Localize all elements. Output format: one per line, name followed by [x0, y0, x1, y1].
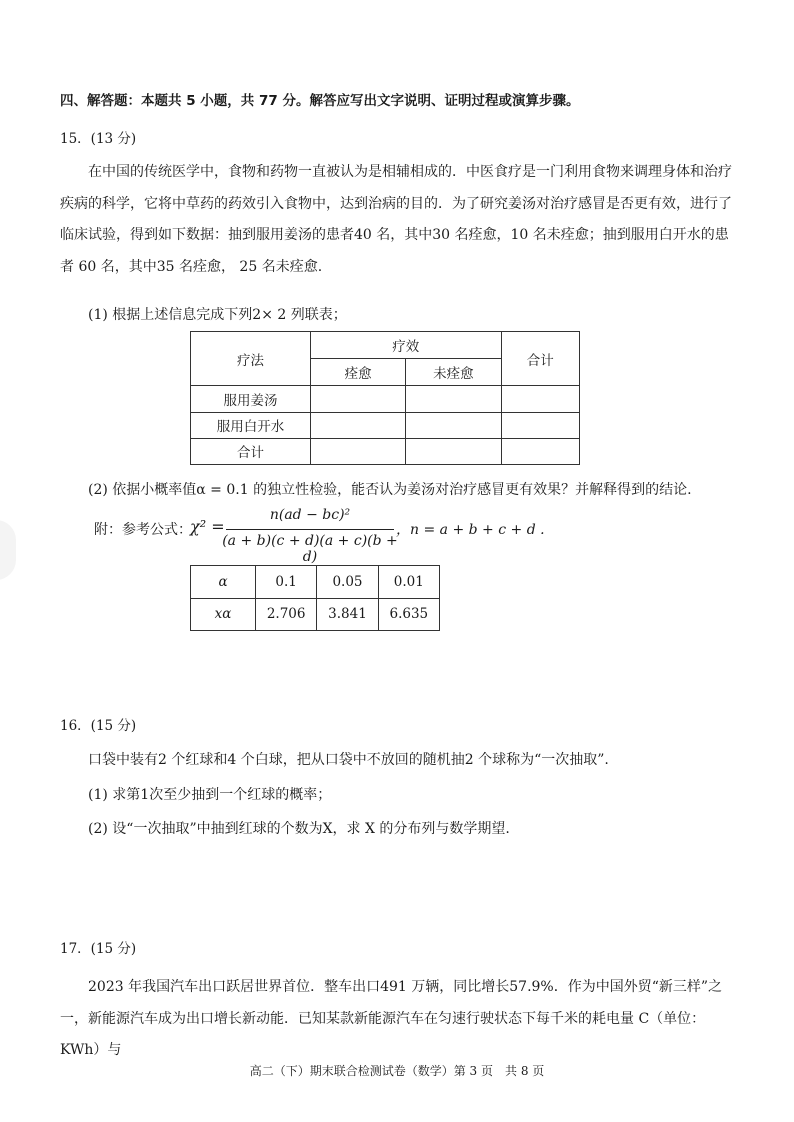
q16-part1: (1) 求第1次至少抽到一个红球的概率；: [88, 787, 332, 803]
header-effect: 疗效: [311, 332, 502, 359]
formula-lhs: χ² =: [190, 517, 225, 536]
table-cell: [501, 386, 579, 412]
table-cell: [311, 412, 406, 438]
table-cell: [311, 438, 406, 464]
ref-alpha-value: 0.05: [317, 566, 378, 599]
q16-part2: (2) 设“一次抽取”中抽到红球的个数为X，求 X 的分布列与数学期望.: [88, 821, 510, 837]
page-footer: 高二（下）期末联合检测试卷（数学）第 3 页 共 8 页: [249, 1064, 545, 1078]
q15-part2: (2) 依据小概率值α = 0.1 的独立性检验，能否认为姜汤对治疗感冒更有效果？并解释得到的结论.: [88, 482, 692, 498]
formula-numerator: n(ad − bc)²: [269, 507, 351, 523]
q15-number: 15．(13 分): [60, 131, 137, 147]
q15-paragraph: 在中国的传统医学中，食物和药物一直被认为是相辅相成的．中医食疗是一门利用食物来调理身体和治疗疾病的科学，它将中草药的药效引入食物中，达到治病的目的．为了研究姜汤对治疗感冒是否更有效，进行了临床试验，得到如下数据：抽到服用姜汤的患者40 名，其中30 名痊愈，10 名未痊愈；抽到服用白开水的患者 60 名，其中35 名痊愈， 25 名未痊愈.: [60, 164, 732, 275]
header-treatment: 疗法: [191, 332, 311, 386]
formula-denominator: (a + b)(c + d)(a + c)(b + d): [222, 533, 398, 565]
table-cell: [406, 438, 501, 464]
header-total: 合计: [501, 332, 579, 386]
row-label-water: 服用白开水: [191, 412, 311, 438]
q17-paragraph: 2023 年我国汽车出口跃居世界首位．整车出口491 万辆，同比增长57.9%．作为中国外贸“新三样”之一，新能源汽车成为出口增长新动能．已知某款新能源汽车在匀速行驶状态下每千米的耗电量 C（单位：KWh）与: [60, 979, 723, 1059]
page-edge-mark: [0, 520, 16, 580]
table-cell: [501, 412, 579, 438]
ref-alpha-label: α: [191, 566, 256, 599]
fraction-bar: [226, 529, 394, 530]
table-cell: [406, 412, 501, 438]
ref-x-value: 6.635: [378, 598, 439, 631]
row-label-ginger: 服用姜汤: [191, 386, 311, 412]
ref-x-label: xα: [191, 598, 256, 631]
q15-part1: (1) 根据上述信息完成下列2× 2 列联表；: [88, 307, 347, 323]
table-cell: [501, 438, 579, 464]
header-cured: 痊愈: [311, 359, 406, 386]
ref-alpha-value: 0.01: [378, 566, 439, 599]
ref-alpha-value: 0.1: [256, 566, 317, 599]
formula-prefix: 附：参考公式：: [94, 522, 192, 538]
ref-x-value: 3.841: [317, 598, 378, 631]
contingency-table: [190, 331, 580, 465]
q17-number: 17．(15 分): [60, 941, 137, 957]
ref-x-value: 2.706: [256, 598, 317, 631]
q16-stem: 口袋中装有2 个红球和4 个白球，把从口袋中不放回的随机抽2 个球称为“一次抽取”.: [88, 752, 609, 768]
reference-table: [190, 565, 440, 631]
q16-number: 16．(15 分): [60, 718, 137, 734]
row-label-total: 合计: [191, 438, 311, 464]
section-header: 四、解答题：本题共 5 小题，共 77 分。解答应写出文字说明、证明过程或演算步骤。: [60, 93, 580, 109]
formula-n: ，n = a + b + c + d .: [396, 522, 545, 538]
table-cell: [311, 386, 406, 412]
table-cell: [406, 386, 501, 412]
header-not-cured: 未痊愈: [406, 359, 501, 386]
